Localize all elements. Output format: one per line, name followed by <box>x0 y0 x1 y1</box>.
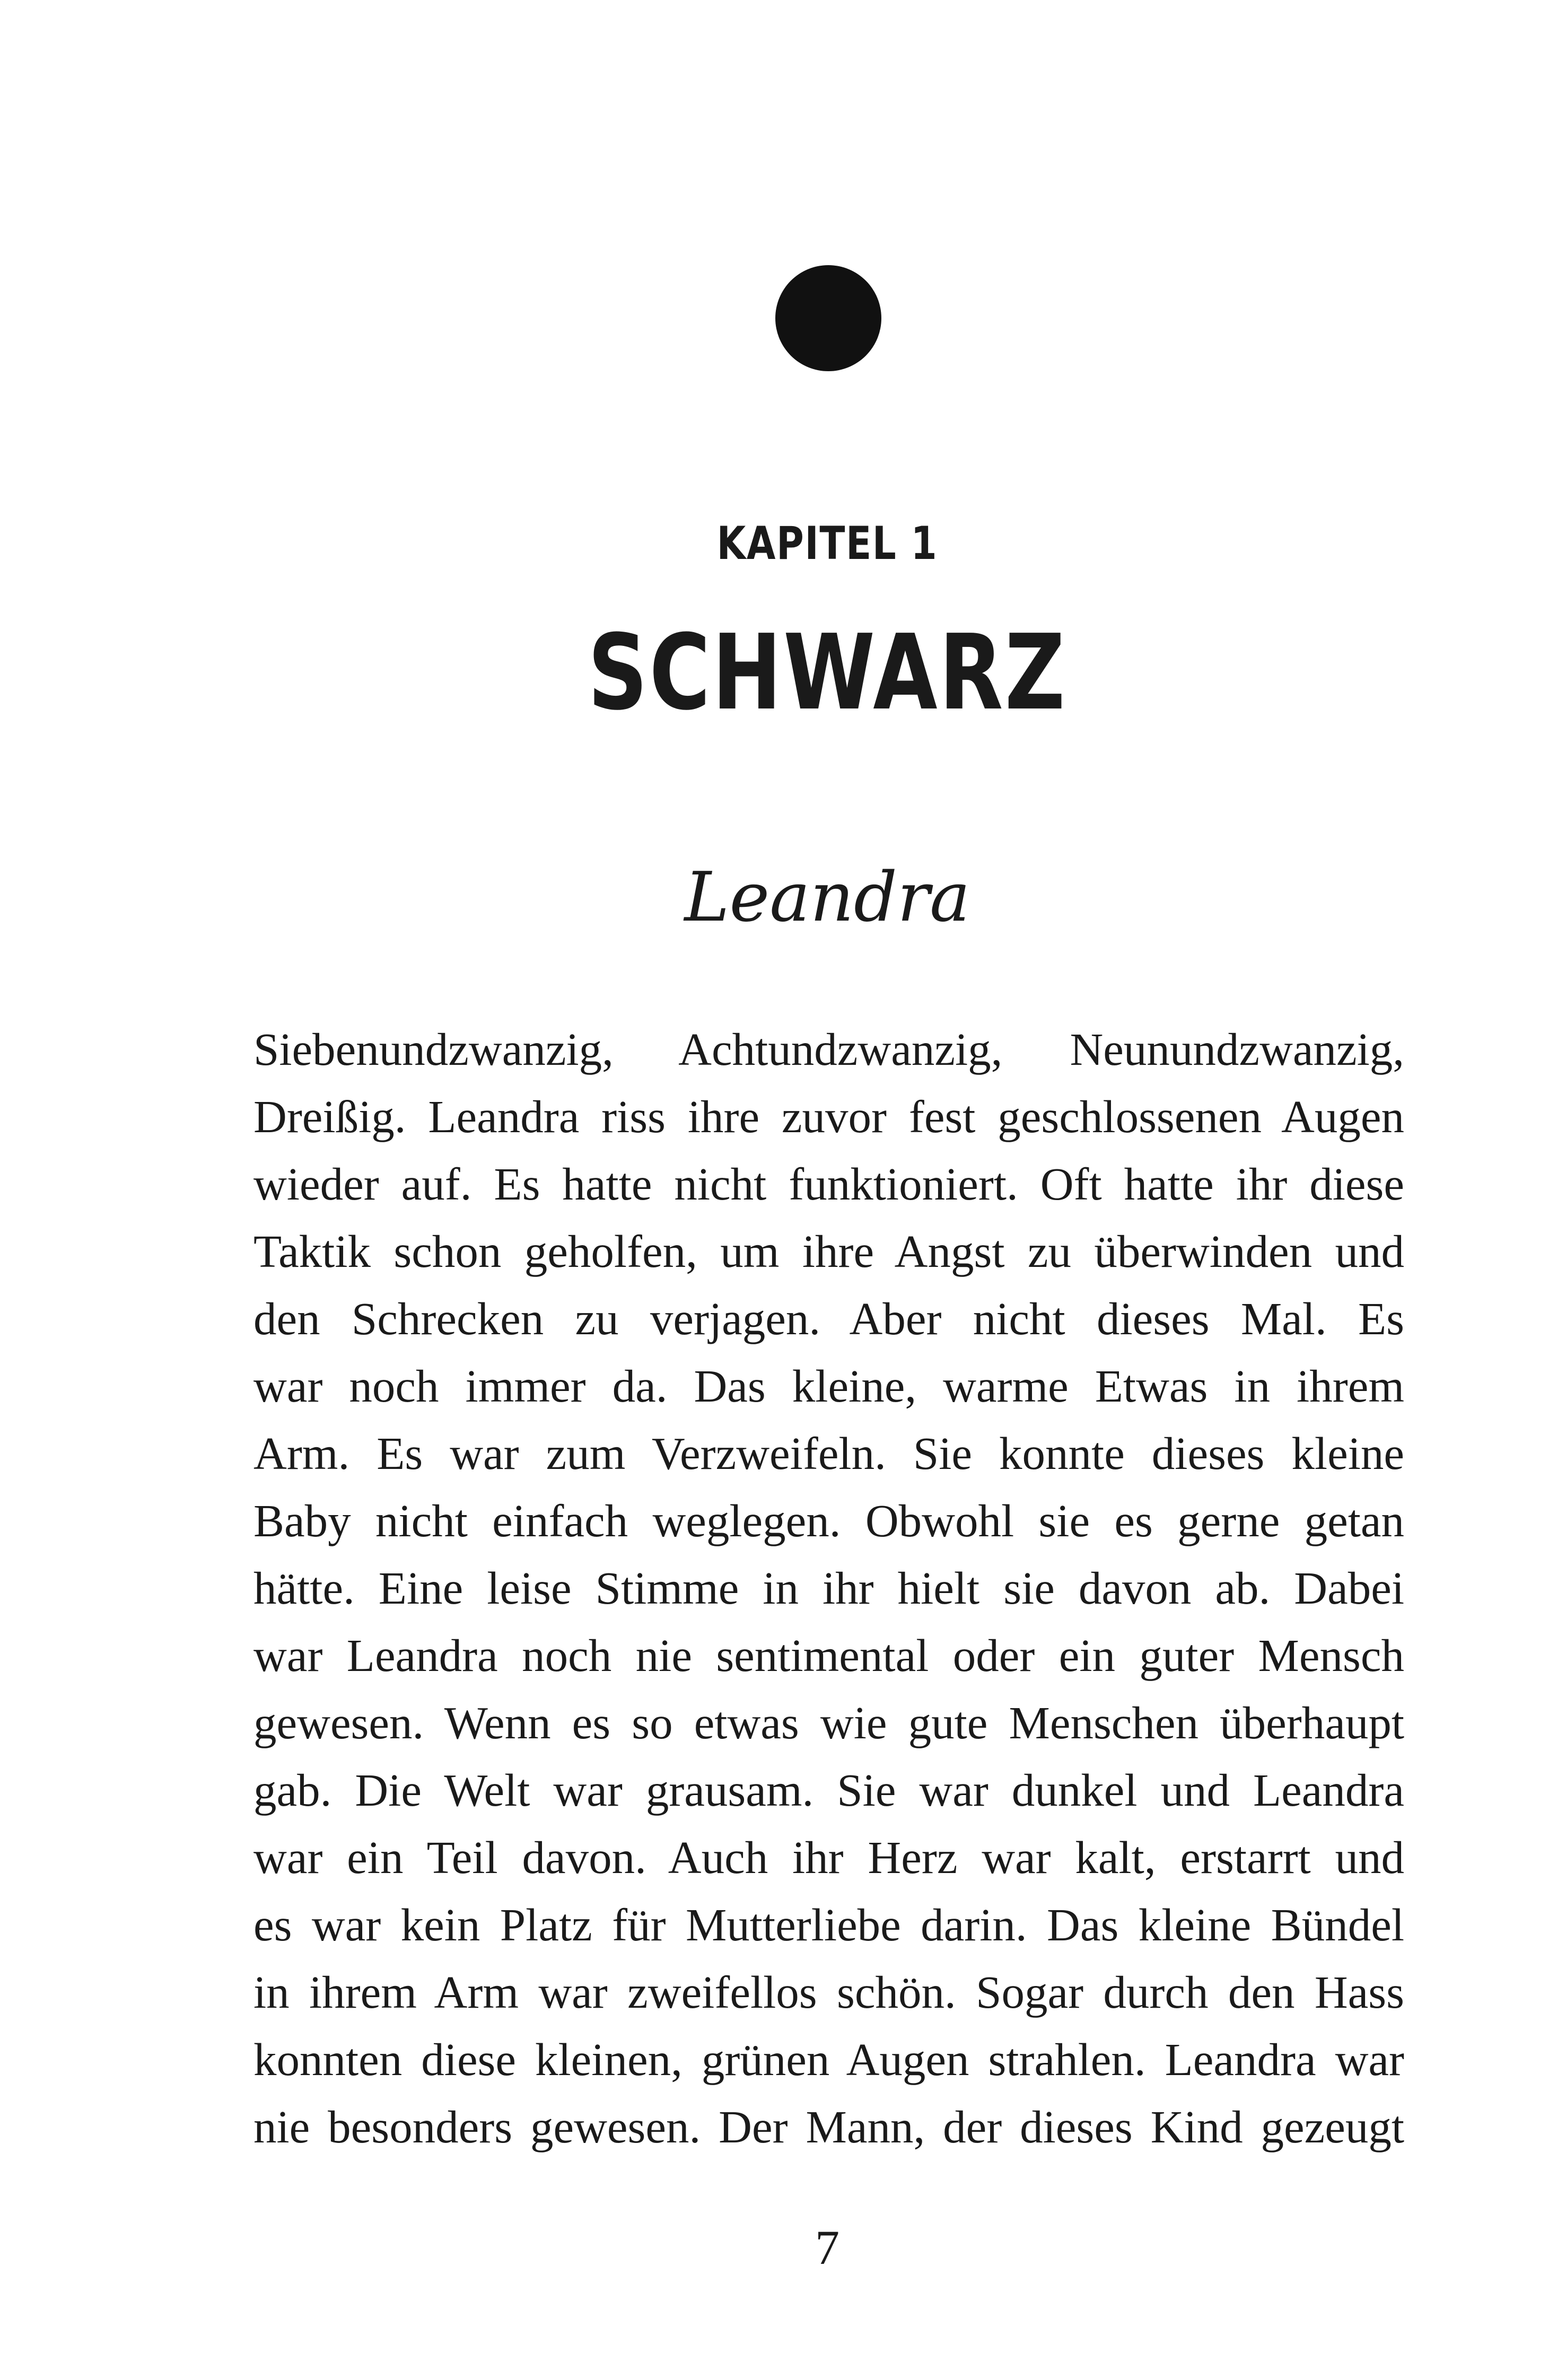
text-line: gewesen. Wenn es so etwas wie gute Menschen überhaupt <box>253 1697 1404 1748</box>
text-line: Taktik schon geholfen, um ihre Angst zu überwinden und <box>253 1226 1404 1277</box>
chapter-title: SCHWARZ <box>588 612 1067 733</box>
text-line: den Schrecken zu verjagen. Aber nicht dieses Mal. Es <box>253 1293 1404 1344</box>
text-line: war ein Teil davon. Auch ihr Herz war kalt, erstarrt und <box>253 1832 1404 1883</box>
pov-heading: Leandra <box>684 858 970 937</box>
body-text <box>253 1016 1404 2160</box>
text-line: war noch immer da. Das kleine, warme Etwas in ihrem <box>253 1360 1404 1412</box>
text-line: war Leandra noch nie sentimental oder ein guter Mensch <box>253 1630 1404 1681</box>
text-line: Arm. Es war zum Verzweifeln. Sie konnte dieses kleine <box>253 1428 1404 1479</box>
text-line: hätte. Eine leise Stimme in ihr hielt sie davon ab. Dabei <box>253 1562 1404 1614</box>
text-line: Siebenundzwanzig, Achtundzwanzig, Neunundzwanzig, <box>253 1023 1404 1075</box>
text-line: nie besonders gewesen. Der Mann, der dieses Kind gezeugt <box>253 2101 1404 2152</box>
text-line: in ihrem Arm war zweifellos schön. Sogar durch den Hass <box>253 1966 1404 2018</box>
text-line: gab. Die Welt war grausam. Sie war dunkel und Leandra <box>253 1764 1404 1816</box>
text-line: es war kein Platz für Mutterliebe darin. Das kleine Bündel <box>253 1899 1404 1950</box>
text-line: konnten diese kleinen, grünen Augen strahlen. Leandra war <box>253 2034 1404 2085</box>
text-line: Baby nicht einfach weglegen. Obwohl sie es gerne getan <box>253 1495 1404 1546</box>
page-number: 7 <box>815 2220 839 2274</box>
black-dot-icon <box>775 265 881 371</box>
text-line: Dreißig. Leandra riss ihre zuvor fest geschlossenen Augen <box>253 1091 1404 1142</box>
chapter-label: KAPITEL 1 <box>716 517 938 570</box>
text-line: wieder auf. Es hatte nicht funktioniert. Oft hatte ihr diese <box>253 1158 1404 1210</box>
